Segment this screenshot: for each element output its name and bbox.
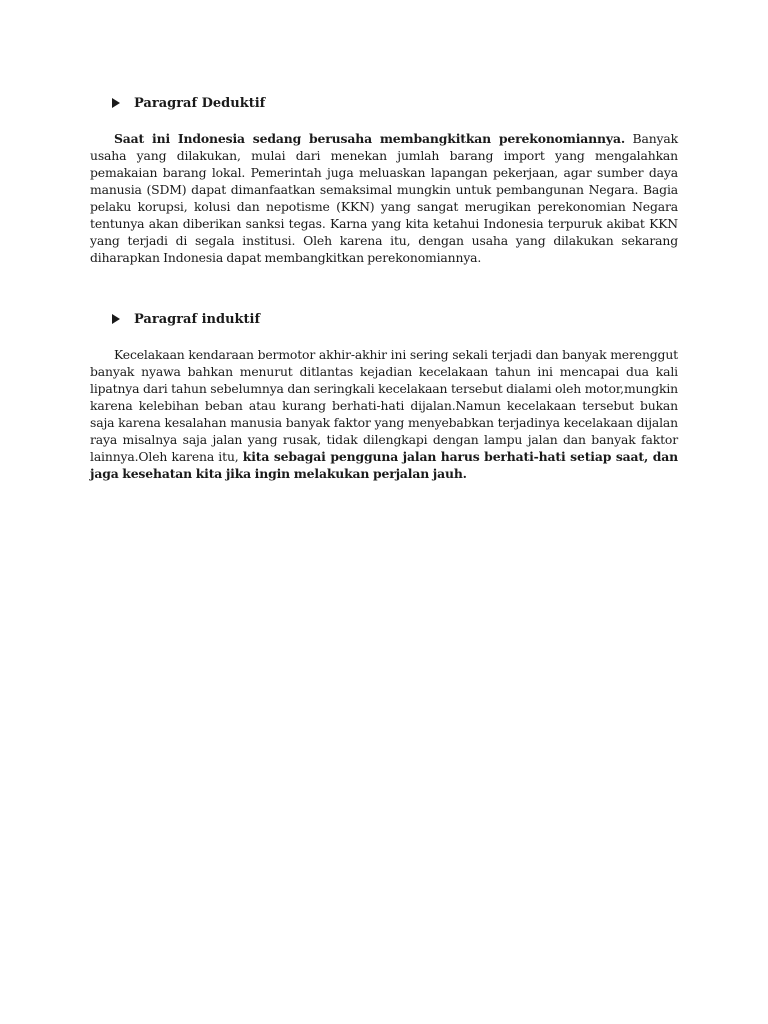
conclusion-sentence: kita sebagai pengguna jalan harus berhati-hati setiap saat, dan jaga kesehatan kita jika ingin melakukan perjalan jauh. [90,449,678,481]
paragraph-body: Banyak usaha yang dilakukan, mulai dari menekan jumlah barang import yang mengalahkan pemakaian barang lokal. Pemerintah juga meluaskan lapangan pekerjaan, agar sumber daya manusia (SDM) dapat dimanfaatkan semaksimal mungkin untuk pembangunan Negara. Bagia pelaku korupsi, kolusi dan nepotisme (KKN) yang sangat merugikan perekonomian Negara tentunya akan diberikan sanksi tegas. Karna yang kita ketahui Indonesia terpuruk akibat KKN yang terjadi di segala institusi. Oleh karena itu, dengan usaha yang dilakukan sekarang diharapkan Indonesia dapat membangkitkan perekonomiannya. [90,131,678,265]
section-induktif [90,310,678,494]
arrow-bullet-icon [112,98,120,108]
paragraph-body: Kecelakaan kendaraan bermotor akhir-akhir ini sering sekali terjadi dan banyak merenggut banyak nyawa bahkan menurut ditlantas kejadian kecelakaan tahun ini mencapai dua kali lipatnya dari tahun sebelumnya dan seringkali kecelakaan tersebut dialami oleh motor,mungkin karena kelebihan beban atau kurang berhati-hati dijalan.Namun kecelakaan tersebut bukan saja karena kesalahan manusia banyak faktor yang menyebabkan terjadinya kecelakaan dijalan raya misalnya saja jalan yang rusak, tidak dilengkapi dengan lampu jalan dan banyak faktor lainnya.Oleh karena itu, [90,347,678,464]
heading-text: Paragraf Deduktif [134,95,266,111]
section-deduktif [90,94,678,278]
section-heading [112,310,678,328]
section-heading [112,94,678,112]
lead-sentence: Saat ini Indonesia sedang berusaha membangkitkan perekonomiannya. [114,131,625,146]
arrow-bullet-icon [112,314,120,324]
heading-text: Paragraf induktif [134,311,261,327]
paragraph-deduktif [90,130,678,266]
paragraph-induktif [90,346,678,482]
